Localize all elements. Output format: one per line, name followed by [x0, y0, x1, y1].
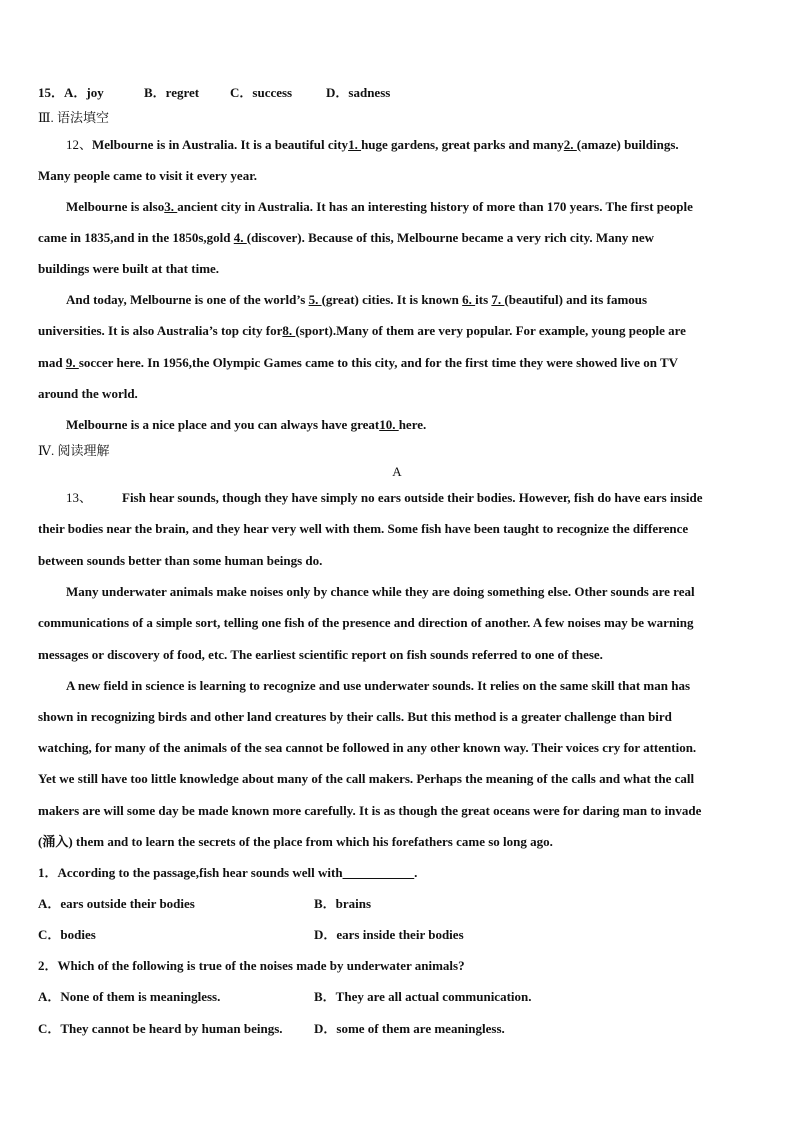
- answer-blank: ___________: [342, 865, 415, 880]
- option-b: B．brains: [314, 896, 372, 911]
- cloze-line: [66, 199, 693, 215]
- cloze-line: [38, 230, 654, 246]
- cloze-line: [66, 292, 647, 308]
- text: Melbourne is a nice place and you can always have great: [66, 417, 380, 432]
- text: (amaze) buildings.: [576, 137, 679, 152]
- blank-7: 7.: [491, 292, 505, 307]
- text: Melbourne is also: [66, 199, 165, 214]
- part-label: A: [392, 464, 402, 479]
- option-b: B．They are all actual communication.: [314, 989, 532, 1004]
- passage-line: Yet we still have too little knowledge about many of the call makers. Perhaps the meaning of the calls and what the call: [38, 771, 695, 786]
- option-a: A．joy: [64, 85, 104, 100]
- question-1-options-row: [38, 927, 758, 943]
- text: here.: [398, 417, 427, 432]
- blank-10: 10.: [379, 417, 399, 432]
- text: soccer here. In 1956,the Olympic Games came to this city, and for the first time they were showed live on TV: [78, 355, 679, 370]
- passage-line: messages or discovery of food, etc. The earliest scientific report on fish sounds referred to one of these.: [38, 647, 603, 662]
- blank-4: 4.: [233, 230, 247, 245]
- question-number: 12、: [66, 137, 93, 152]
- cloze-line: around the world.: [38, 386, 138, 401]
- question-2-options-row: [38, 989, 758, 1005]
- passage-line: (涌入) them and to learn the secrets of the place from which his forefathers came so long ago.: [38, 834, 553, 849]
- passage-line: between sounds better than some human beings do.: [38, 553, 323, 568]
- option-b: B．regret: [144, 85, 200, 100]
- question-2-stem: 2．Which of the following is true of the noises made by underwater animals?: [38, 958, 465, 973]
- blank-5: 5.: [308, 292, 322, 307]
- option-d: D．sadness: [326, 85, 391, 100]
- passage-line: Many underwater animals make noises only by chance while they are doing something else. Other sounds are real: [66, 584, 695, 599]
- text: Fish hear sounds, though they have simply no ears outside their bodies. However, fish do have ears inside: [122, 490, 703, 505]
- text: (beautiful) and its famous: [504, 292, 648, 307]
- option-c: C．success: [230, 85, 293, 100]
- passage-line: communications of a simple sort, telling one fish of the presence and direction of another. A few noises may be warning: [38, 615, 694, 630]
- section-title: Ⅳ. 阅读理解: [38, 443, 110, 458]
- option-a: A．None of them is meaningless.: [38, 989, 221, 1004]
- option-a: A．ears outside their bodies: [38, 896, 195, 911]
- blank-2: 2.: [563, 137, 577, 152]
- text: (sport).Many of them are very popular. For example, young people are: [295, 323, 686, 338]
- question-number: 13、: [66, 490, 93, 505]
- passage-line: watching, for many of the animals of the sea cannot be followed in any other known way. Their voices cry for attention.: [38, 740, 697, 755]
- cloze-line: [38, 355, 678, 371]
- cloze-line: [38, 323, 686, 339]
- text: huge gardens, great parks and many: [361, 137, 564, 152]
- blank-8: 8.: [282, 323, 296, 338]
- passage-line: makers are will some day be made known more carefully. It is as though the great oceans were for daring man to invade: [38, 803, 702, 818]
- blank-6: 6.: [462, 292, 476, 307]
- text: And today, Melbourne is one of the world’s: [66, 292, 309, 307]
- question-1-options-row: [38, 896, 758, 912]
- question-1-stem: [38, 865, 417, 881]
- cloze-line: Many people came to visit it every year.: [38, 168, 258, 183]
- text: (discover). Because of this, Melbourne became a very rich city. Many new: [246, 230, 655, 245]
- passage-line: [66, 490, 703, 506]
- cloze-line: [66, 137, 679, 153]
- option-c: C．bodies: [38, 927, 96, 942]
- section-title: Ⅲ. 语法填空: [38, 110, 110, 125]
- option-d: D．some of them are meaningless.: [314, 1021, 505, 1036]
- text: came in 1835,and in the 1850s,gold: [38, 230, 234, 245]
- text: (great) cities. It is known: [321, 292, 463, 307]
- question-2-options-row: [38, 1021, 758, 1037]
- text: its: [475, 292, 492, 307]
- blank-3: 3.: [164, 199, 178, 214]
- passage-line: shown in recognizing birds and other land creatures by their calls. But this method is a greater challenge than bird: [38, 709, 672, 724]
- question-number: 15．: [38, 85, 65, 100]
- blank-9: 9.: [65, 355, 79, 370]
- option-c: C．They cannot be heard by human beings.: [38, 1021, 283, 1036]
- passage-line: their bodies near the brain, and they hear very well with them. Some fish have been taught to recognize the difference: [38, 521, 689, 536]
- option-d: D．ears inside their bodies: [314, 927, 464, 942]
- text: mad: [38, 355, 66, 370]
- cloze-line: [66, 417, 426, 433]
- blank-1: 1.: [348, 137, 362, 152]
- text: universities. It is also Australia’s top city for: [38, 323, 283, 338]
- text: 1．According to the passage,fish hear sounds well with: [38, 865, 343, 880]
- cloze-line: buildings were built at that time.: [38, 261, 220, 276]
- text: Melbourne is in Australia. It is a beautiful city: [92, 137, 349, 152]
- text: ancient city in Australia. It has an interesting history of more than 170 years. The first people: [177, 199, 693, 214]
- text: .: [414, 865, 418, 880]
- passage-line: A new field in science is learning to recognize and use underwater sounds. It relies on the same skill that man has: [66, 678, 691, 693]
- question-15-options: [38, 85, 390, 101]
